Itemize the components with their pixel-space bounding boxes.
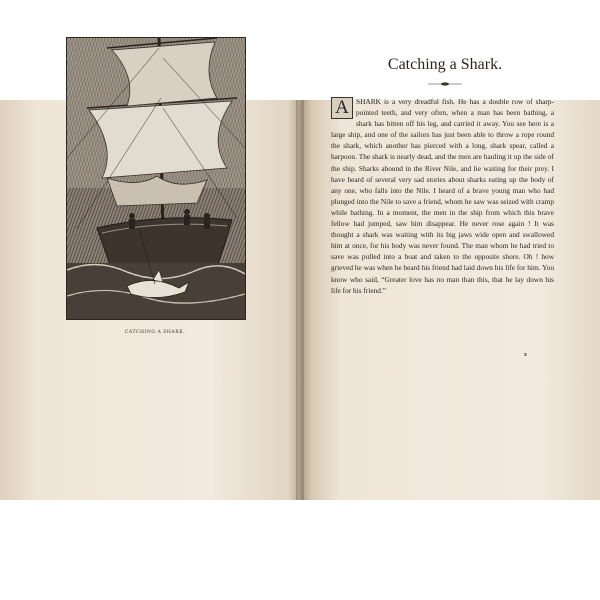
chapter-title: Catching a Shark.: [387, 56, 503, 73]
illustration-caption: CATCHING A SHARK.: [124, 330, 186, 335]
story-text: SHARK is a very dreadful fish. He has a double row of sharp-pointed teeth, and very often, when a man has been bathing, a shark has bitten off his leg, and carried it away. You see here is a large ship, and one of the sailors has just been able to throw a rope round the shark, which another has pierced with a long, shark spear, called a harpoon. The shark is nearly dead, and the men are hauling it up the side of the ship. Sharks abound in the River Nile, and lie waiting for their prey. I have heard of several very sad stories about sharks eating up the body of any one, who falls into the Nile. I heard of a brave young man who had plunged into the Nile to save a friend, whom he saw was seized with cramp while bathing. In a moment, the men in the ship from which this brave fellow had jumped, saw him disappear. He never rose again ! It was thought a shark was waiting with its big jaws wide open and swallowed him at once, for his body was never found. The man whom he had tried to save was pulled into a boat and taken to the opposite shore. Oh ! how grieved he was when he heard his friend had laid down his life for him. You know who said, “Greater love has no man than this, that he lay down his life for his friend.”: [331, 97, 554, 295]
story-body: [331, 96, 554, 296]
page-number: x: [524, 352, 527, 358]
book-gutter: [296, 100, 304, 500]
drop-cap: A: [331, 97, 353, 119]
title-ornament: [428, 82, 462, 86]
ship-engraving-illustration: [66, 37, 246, 320]
